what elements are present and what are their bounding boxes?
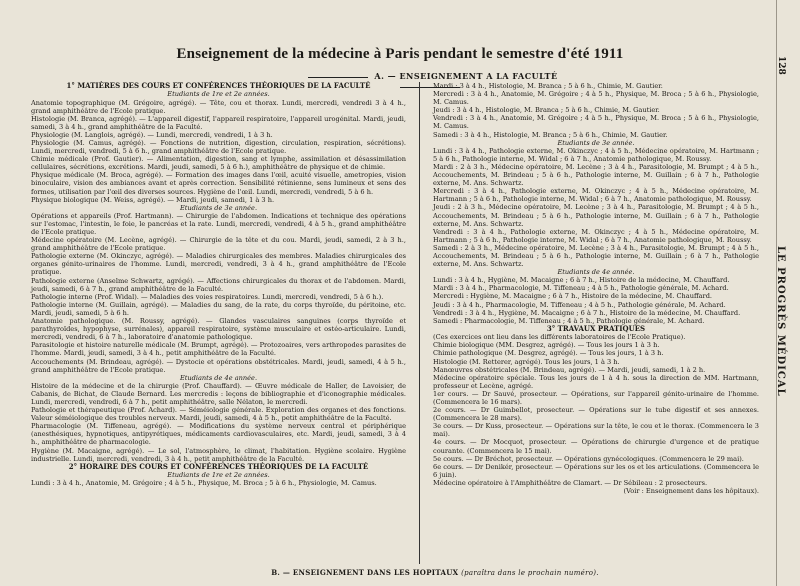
schedule-line: Vendredi : 3 à 4 h., Anatomie, M. Grégoire ; 4 à 5 h., Physique, M. Broca ; 5 à 6 h., Physiologie, M. Camus.	[433, 114, 759, 131]
paragraph: Physique biologique (M. Weiss, agrégé). — Mardi, jeudi, samedi, 1 à 3 h.	[31, 195, 275, 204]
heading-travaux-pratiques: 3° TRAVAUX PRATIQUES	[546, 323, 646, 333]
paragraph: Histoire de la médecine et de la chirurgie (Prof. Chauffard). — Œuvre médicale de Haller, de Lavoisier, de Cabanis, de Bichat, de Claude Bernard. Les mercredis : leçons de bibliographie et d'iconographie médicales. Lundi, mercredi, vendredi, 6 à 7 h., petit amphithéâtre, salle Nélaton, le mercredi.	[31, 381, 406, 406]
paragraph: Physiologie (M. Camus, agrégé). — Fonctions de nutrition, digestion, circulation, respiration, sécrétions). Lundi, mercredi, vendredi, 5 à 6 h., grand amphithéâtre de l'Ecole pratique.	[31, 138, 406, 156]
subheading-3-annee: Etudiants de 3e année.	[179, 203, 258, 212]
schedule-line: Mercredi : 3 à 4 h., Pathologie externe, M. Okinczyc ; 4 à 5 h., Médecine opératoire, M. Hartmann ; 5 à 6 h., Pathologie interne, M. Widal ; 6 à 7 h., Anatomie pathologique, M. Roussy.	[433, 187, 759, 204]
paragraph: Lundi : 3 à 4 h., Anatomie, M. Grégoire ; 4 à 5 h., Physique, M. Broca ; 5 à 6 h., Physiologie, M. Camus.	[31, 479, 377, 488]
schedule-line: Samedi : 3 à 4 h., Histologie, M. Branca ; 5 à 6 h., Chimie, M. Gautier.	[433, 130, 668, 139]
schedule-line: Vendredi : 3 à 4 h., Hygiène, M. Macaigne ; 6 à 7 h., Histoire de la médecine, M. Chauffard.	[433, 308, 741, 317]
footer-note: (paraîtra dans le prochain numéro).	[461, 569, 599, 577]
paragraph: Physiologie (M. Langlois, agrégé). — Lundi, mercredi, vendredi, 1 à 3 h.	[31, 130, 273, 139]
page-title: Enseignement de la médecine à Paris pendant le semestre d'été 1911	[176, 46, 624, 62]
section-a-heading: A. — ENSEIGNEMENT A LA FACULTÉ	[290, 71, 570, 91]
page-number: 128	[776, 56, 786, 75]
paragraph: Hygiène (M. Macaigne, agrégé). — Le sol, l'atmosphère, le climat, l'habitation. Hygiène scolaire. Hygiène industrielle. Lundi, mercredi, vendredi, 3 à 4 h., petit amphithéâtre de la Faculté.	[31, 446, 406, 463]
paragraph: Chimie biologique (MM. Desgrez, agrégé). — Tous les jours 1 à 3 h.	[433, 341, 660, 350]
schedule-line: Lundi : 3 à 4 h., Pathologie externe, M. Okinczyc ; 4 à 5 h., Médecine opératoire, M. Hartmann ; 5 à 6 h., Pathologie interne, M. Widal ; 6 à 7 h., Anatomie pathologique, M. Roussy.	[433, 146, 759, 163]
left-column	[31, 82, 406, 487]
schedule-line: Jeudi : 3 à 4 h., Histologie, M. Branca ; 5 à 6 h., Chimie, M. Gautier.	[433, 106, 660, 115]
paragraph: Anatomie topographique (M. Grégoire, agrégé). — Tête, cou et thorax. Lundi, mercredi, vendredi 3 à 4 h., grand amphithéâtre de l'Ecole pratique.	[31, 98, 406, 115]
footer-section-b	[220, 568, 650, 577]
paragraph: Pathologie interne (M. Guillain, agrégé). — Maladies du sang, de la rate, du corps thyroïde, du péritoine, etc. Mardi, jeudi, samedi, 5 à 6 h.	[31, 300, 406, 317]
schedule-line: Mercredi : Hygiène, M. Macaigne ; 6 à 7 h., Histoire de la médecine, M. Chauffard.	[433, 292, 713, 301]
schedule-line: Mercredi : 3 à 4 h., Anatomie, M. Grégoire ; 4 à 5 h., Physique, M. Broca ; 5 à 6 h., Physiologie, M. Camus.	[433, 90, 759, 107]
subheading-horaire-1-2: Etudiants de 1re et 2e années.	[167, 471, 270, 480]
paragraph: Accouchements (M. Brindeau, agrégé). — Dystocie et opérations obstétricales. Mardi, jeudi, samedi, 4 à 5 h., grand amphithéâtre de l'Ecole pratique.	[31, 357, 406, 374]
heading-matieres: 1° MATIÈRES DES COURS ET CONFÉRENCES THÉORIQUES DE LA FACULTÉ	[66, 81, 371, 90]
paragraph: Pathologie interne (Prof. Widal). — Maladies des voies respiratoires. Lundi, mercredi, vendredi, 5 à 6 h.).	[31, 292, 384, 301]
paragraph: Opérations et appareils (Prof. Hartmann). — Chirurgie de l'abdomen. Indications et technique des opérations sur l'estomac, l'intestin, le foie, le pancréas et la rate. Lundi, mercredi, vendredi, 4 à 5 h., grand amphithéâtre de l'Ecole pratique.	[31, 211, 406, 236]
paragraph: Chimie pathologique (M. Desgrez, agrégé). — Tous les jours, 1 à 3 h.	[433, 349, 664, 358]
paragraph: Chimie médicale (Prof. Gautier). — Alimentation, digestion, sang et lymphe, assimilation et désassimilation cellulaires, sécrétions, excrétions. Mardi, jeudi, samedi, 5 à 6 h.), amphithéâtre de physique et de chimie.	[31, 155, 406, 172]
paragraph: Histologie (M. Retterer, agrégé). Tous les jours, 1 à 3 h.	[433, 357, 620, 366]
column-divider	[419, 82, 420, 564]
schedule-line: Mardi : 2 à 3 h., Médecine opératoire, M. Lecène ; 3 à 4 h., Parasitologie, M. Brumpt ; 4 à 5 h., Accouchements, M. Brindeau ; 5 à 6 h., Pathologie interne, M. Guillain ; 6 à 7 h., Pathologie externe, M. Ans. Schwartz.	[433, 162, 759, 188]
paragraph: 4e cours. — Dr Mocquot, prosecteur. — Opérations de chirurgie d'urgence et de pratique courante. (Commencera le 15 mai).	[433, 438, 759, 455]
subheading-4-annee-horaire: Etudiants de 4e année.	[557, 268, 635, 277]
paragraph: Médecine opératoire spéciale. Tous les jours de 1 à 4 h. sous la direction de MM. Hartmann, professeur et Lecène, agrégé.	[433, 373, 759, 390]
subheading-3-annee-horaire: Etudiants de 3e année.	[557, 138, 635, 147]
running-title: LE PROGRÈS MÉDICAL	[775, 246, 786, 397]
paragraph: Anatomie pathologique. (M. Roussy, agrégé). — Glandes vasculaires sanguines (corps thyroïde et parathyroïdes, hypophyse, surrénales), appareil respiratoire, système musculaire et ostéo-articulaire. Lundi, mercredi, vendredi, 6 à 7 h., laboratoire d'anatomie pathologique.	[31, 317, 406, 342]
paragraph: Pathologie et thérapeutique (Prof. Achard). — Séméiologie générale. Exploration des organes et des fonctions. Valeur séméiologique des troubles nerveux. Mardi, jeudi, samedi, 4 à 5 h., petit amphithéâtre de la Faculté.	[31, 406, 406, 423]
schedule-line: Jeudi : 2 à 3 h., Médecine opératoire, M. Lecène ; 3 à 4 h., Parasitologie, M. Brumpt ; 4 à 5 h., Accouchements, M. Brindeau ; 5 à 6 h., Pathologie interne, M. Guillain ; 6 à 7 h., Pathologie externe, M. Ans. Schwartz.	[433, 203, 759, 228]
schedule-line: Lundi : 3 à 4 h., Hygiène, M. Macaigne ; 6 à 7 h., Histoire de la médecine, M. Chauffard.	[433, 276, 730, 285]
paragraph: 6e cours. — Dr Denikér, prosecteur. — Opérations sur les os et les articulations. (Commencera le 6 juin).	[433, 462, 759, 479]
paragraph: Pathologie externe (M. Okinczyc, agrégé). — Maladies chirurgicales des membres. Maladies chirurgicales des organes génito-urinaires de l'homme. Lundi, mercredi, vendredi, 3 à 4 h., grand amphithéâtre de l'Ecole pratique.	[31, 252, 406, 277]
paragraph: Médecine opératoire (M. Lecène, agrégé). — Chirurgie de la tête et du cou. Mardi, jeudi, samedi, 2 à 3 h., grand amphithéâtre de l'Ecole pratique.	[31, 236, 406, 253]
paragraph: 1er cours. — Dr Sauvé, prosecteur. — Opérations, sur l'appareil génito-urinaire de l'homme. (Commencera le 16 mars).	[433, 389, 759, 406]
schedule-line: Jeudi : 3 à 4 h., Pharmacologie, M. Tiffeneau ; 4 à 5 h., Pathologie générale, M. Achard.	[433, 300, 726, 309]
footer-heading: B. — ENSEIGNEMENT DANS LES HOPITAUX	[271, 568, 459, 577]
paragraph: Pharmacologie (M. Tiffeneau, agrégé). — Modifications du système nerveux central et périphérique (anesthésiques, hypnotiques, antipyrétiques, médicaments cardiovasculaires, etc. Mardi, jeudi, samedi, 3 à 4 h., amphithéâtre de pharmacologie.	[31, 422, 406, 447]
paragraph: Physique médicale (M. Broca, agrégé). — Formation des images dans l'œil, acuité visuelle, ametropies, vision binoculaire, vision des ambiances avant et après correction. Sensibilité rétinienne, sens lumineux et sens des formes, utilisation par l'œil des diverses sources. Hygiène de l'œil. Lundi, mercredi, vendredi, 5 à 6 h.	[31, 171, 406, 196]
schedule-line: Vendredi : 3 à 4 h., Pathologie externe, M. Okinczyc ; 4 à 5 h., Médecine opératoire, M. Hartmann ; 5 à 6 h., Pathologie interne, M. Widal ; 6 à 7 h., Anatomie pathologique, M. Roussy.	[433, 227, 759, 244]
schedule-line: Samedi : Pharmacologie, M. Tiffeneau ; 4 à 5 h., Pathologie générale, M. Achard.	[433, 316, 705, 325]
paragraph: Parasitologie et histoire naturelle médicale (M. Brumpt, agrégé). — Protozoaires, vers arthropodes parasites de l'homme. Mardi, jeudi, samedi, 3 à 4 h., petit amphithéâtre de la Faculté.	[31, 341, 406, 358]
subheading-4-annee: Etudiants de 4e année.	[179, 373, 258, 382]
paragraph: 5e cours. — Dr Bréchot, prosecteur. — Opérations gynécologiques. (Commencera le 29 mai).	[433, 454, 744, 463]
paragraph: (Ces exercices ont lieu dans les différents laboratoires de l'Ecole Pratique).	[433, 333, 686, 342]
paragraph: Histologie (M. Branca, agrégé). — L'appareil digestif, l'appareil respiratoire, l'appareil urogénital. Mardi, jeudi, samedi, 3 à 4 h., grand amphithéâtre de la Faculté.	[31, 114, 406, 131]
paragraph: Médecine opératoire à l'Amphithéâtre de Clamart. — Dr Sébileau : 2 prosecteurs.	[433, 478, 708, 487]
schedule-line: Mardi : 3 à 4 h., Histologie, M. Branca ; 5 à 6 h., Chimie, M. Gautier.	[433, 82, 663, 90]
schedule-line: Mardi : 3 à 4 h., Pharmacologie, M. Tiffeneau ; 4 à 5 h., Pathologie générale, M. Achard.	[433, 284, 729, 293]
heading-horaire: 2° HORAIRE DES COURS ET CONFÉRENCES THÉORIQUES DE LA FACULTÉ	[68, 461, 369, 471]
schedule-line: Samedi : 2 à 3 h., Médecine opératoire, M. Lecène ; 3 à 4 h., Parasitologie, M. Brumpt ; 4 à 5 h., Accouchements, M. Brindeau ; 5 à 6 h., Pathologie interne, M. Guillain ; 6 à 7 h., Pathologie externe, M. Ans. Schwartz.	[433, 243, 759, 269]
paragraph: (Voir : Enseignement dans les hôpitaux).	[623, 487, 759, 495]
paragraph: 3e cours. — Dr Kuss, prosecteur. — Opérations sur la tête, le cou et le thorax. (Commencera le 3 mai).	[433, 422, 759, 439]
right-column	[433, 82, 759, 495]
paragraph: Pathologie externe (Anselme Schwartz, agrégé). — Affections chirurgicales du thorax et de l'abdomen. Mardi, jeudi, samedi, 6 à 7 h., grand amphithéâtre de la Faculté.	[31, 276, 406, 293]
subheading-1-2-annees: Etudiants de 1re et 2e années.	[167, 90, 270, 99]
paragraph: 2e cours. — Dr Guimbellot, prosecteur. — Opérations sur le tube digestif et ses annexes. (Commencera le 28 mars).	[433, 406, 759, 423]
paragraph: Manœuvres obstétricales (M. Brindeau, agrégé). — Mardi, jeudi, samedi, 1 à 2 h.	[433, 365, 706, 374]
